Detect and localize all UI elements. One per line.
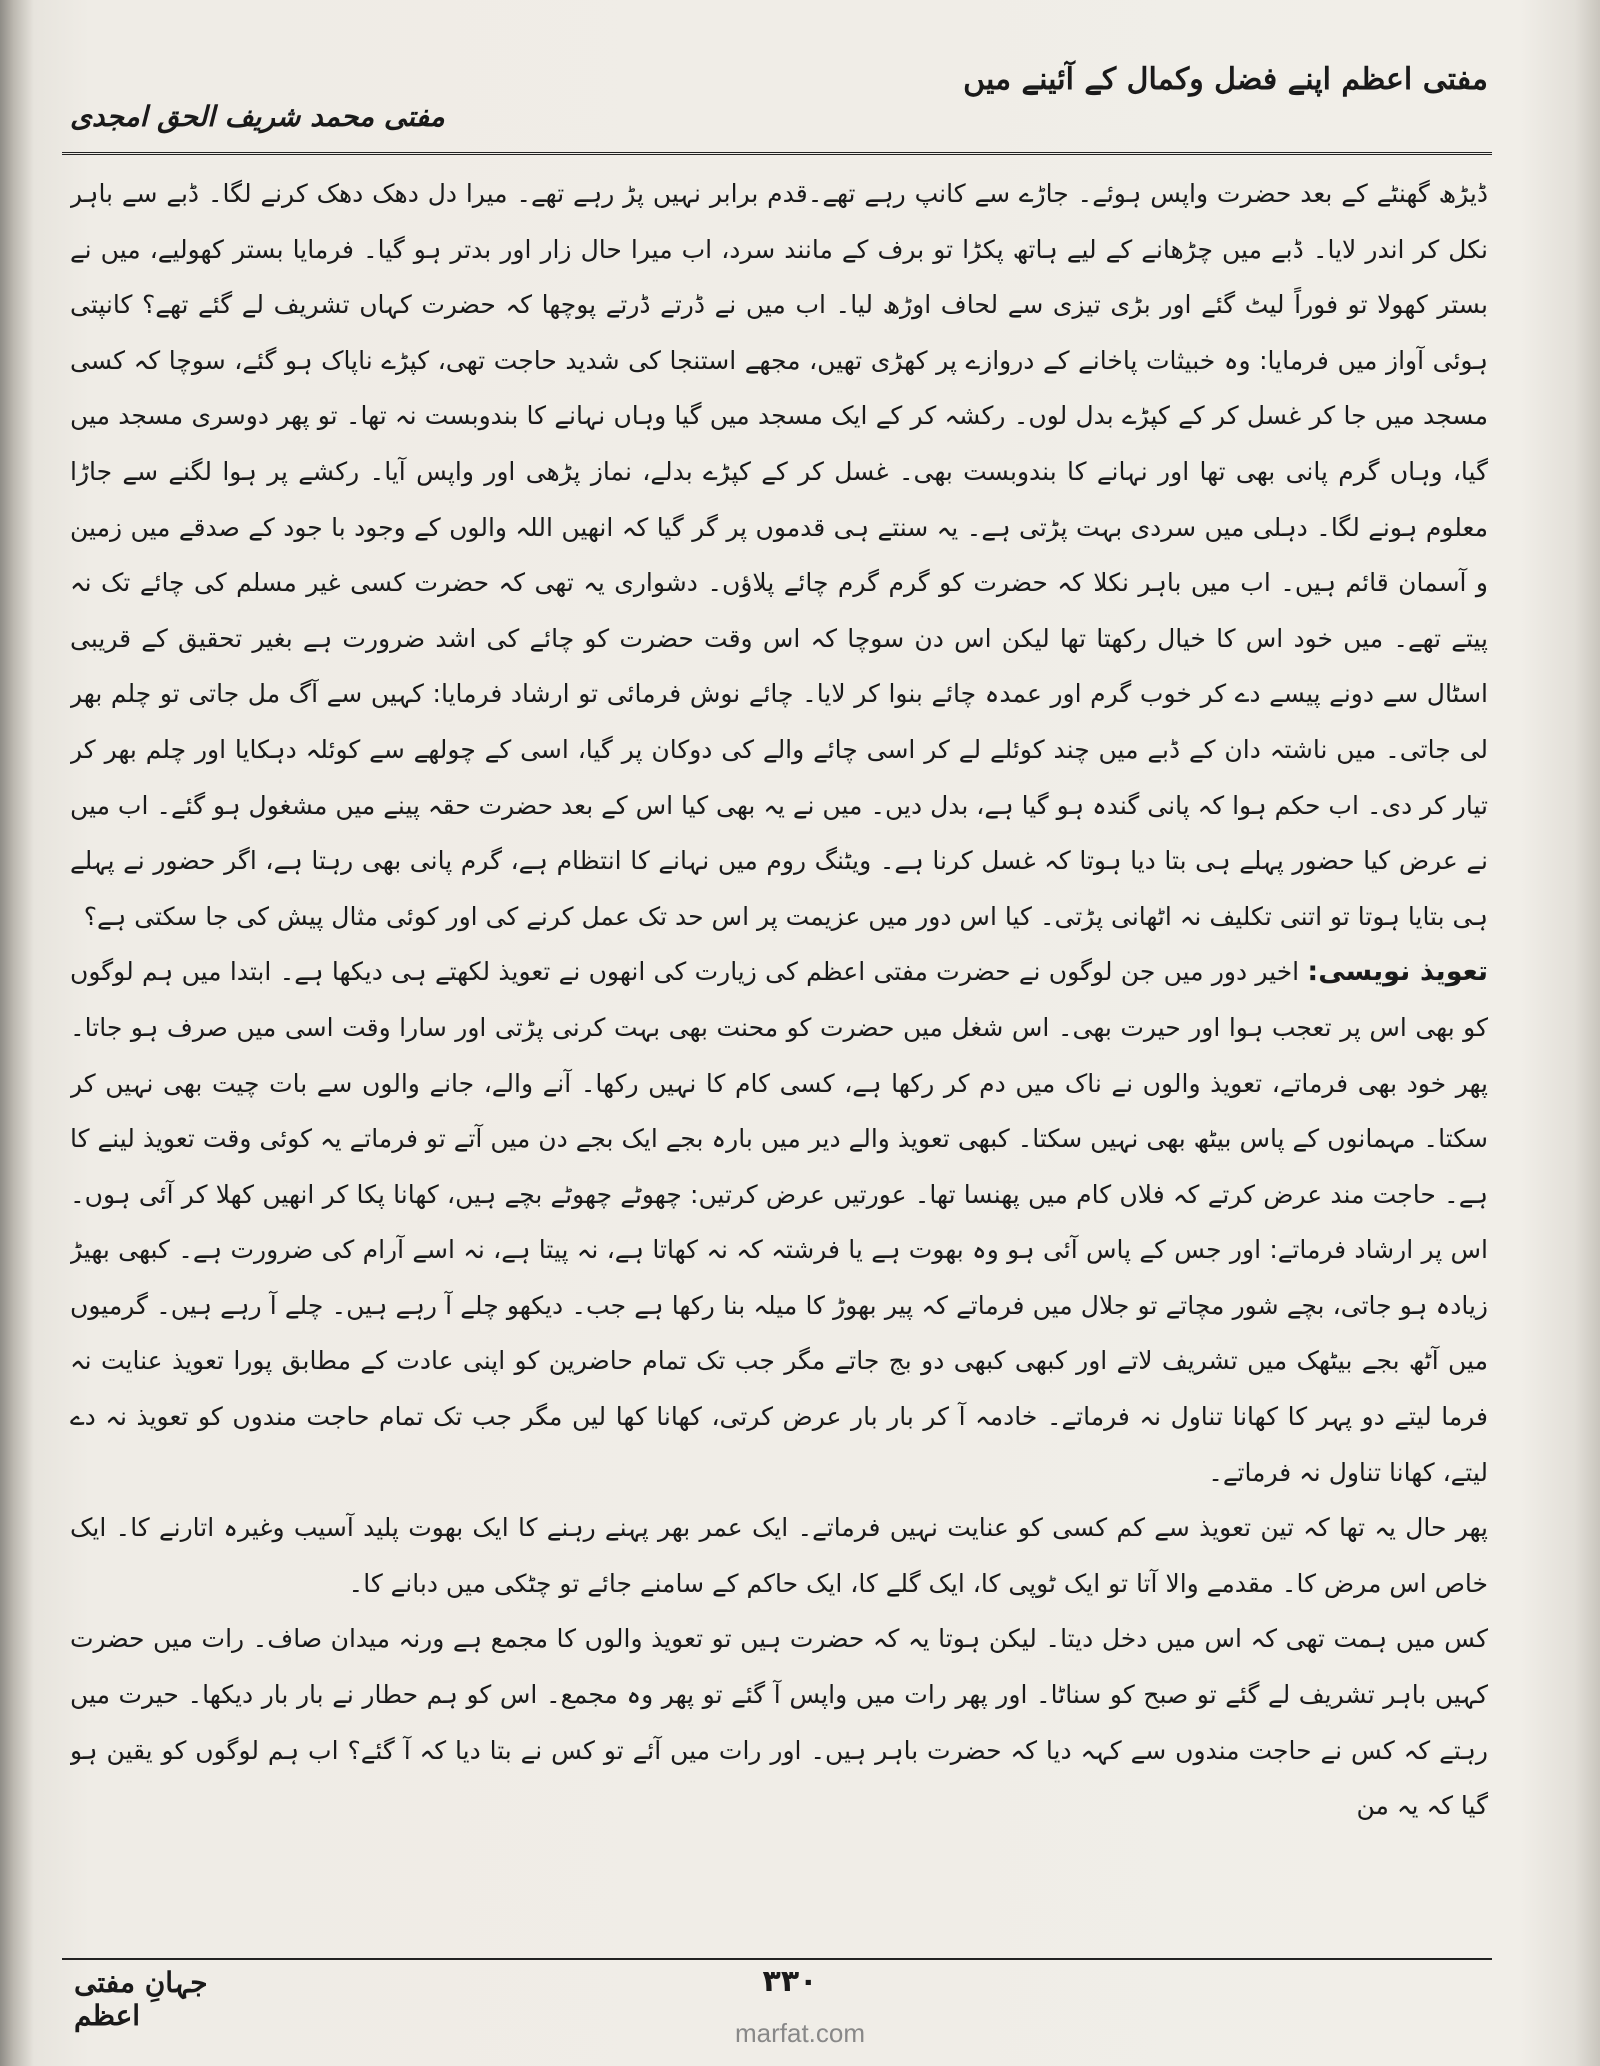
watermark: marfat.com bbox=[734, 2018, 866, 2048]
paragraph-1: ڈیڑھ گھنٹے کے بعد حضرت واپس ہوئے۔ جاڑے سے کانپ رہے تھے۔قدم برابر نہیں پڑ رہے تھے۔ میرا دل دھک دھک کرنے لگا۔ ڈبے سے باہر نکل کر اندر لایا۔ ڈبے میں چڑھانے کے لیے ہاتھ پکڑا تو برف کے مانند سرد، اب میرا حال زار اور بدتر ہو گیا۔ فرمایا بستر کھولیے، میں نے بستر کھولا تو فوراً لیٹ گئے اور بڑی تیزی سے لحاف اوڑھ لیا۔ اب میں نے ڈرتے ڈرتے پوچھا کہ حضرت کہاں تشریف لے گئے تھے؟ کانپتی ہوئی آواز میں فرمایا: وہ خبیثات پاخانے کے دروازے پر کھڑی تھیں، مجھے استنجا کی شدید حاجت تھی، کپڑے ناپاک ہو گئے، سوچا کہ کسی مسجد میں جا کر غسل کر کے کپڑے بدل لوں۔ رکشہ کر کے ایک مسجد میں گیا وہاں نہانے کا بندوبست نہ تھا۔ تو پھر دوسری مسجد میں گیا، وہاں گرم پانی بھی تھا اور نہانے کا بندوبست بھی۔ غسل کر کے کپڑے بدلے، نماز پڑھی اور واپس آیا۔ رکشے پر ہوا لگنے سے جاڑا معلوم ہونے لگا۔ دہلی میں سردی بہت پڑتی ہے۔ یہ سنتے ہی قدموں پر گر گیا کہ انھیں اللہ والوں کے وجود با جود کے صدقے میں زمین و آسمان قائم ہیں۔ اب میں باہر نکلا کہ حضرت کو گرم گرم چائے پلاؤں۔ دشواری یہ تھی کہ حضرت کسی غیر مسلم کی چائے تک نہ پیتے تھے۔ میں خود اس کا خیال رکھتا تھا لیکن اس دن سوچا کہ اس وقت حضرت کو چائے کی اشد ضرورت ہے بغیر تحقیق کے قریبی اسٹال سے دونے پیسے دے کر خوب گرم اور عمدہ چائے بنوا کر لایا۔ چائے نوش فرمائی تو ارشاد فرمایا: کہیں سے آگ مل جاتی تو چلم بھر لی جاتی۔ میں ناشتہ دان کے ڈبے میں چند کوئلے لے کر اسی چائے والے کی دوکان پر گیا، اسی کے چولھے سے کوئلہ دہکایا اور چلم بھر کر تیار کر دی۔ اب حکم ہوا کہ پانی گندہ ہو گیا ہے، بدل دیں۔ میں نے یہ بھی کیا اس کے بعد حضرت حقہ پینے میں مشغول ہو گئے۔ اب میں نے عرض کیا حضور پہلے ہی بتا دیا ہوتا کہ غسل کرنا ہے۔ ویٹنگ روم میں نہانے کا انتظام ہے، گرم پانی بھی رہتا ہے، اگر حضور نے پہلے ہی بتایا ہوتا تو اتنی تکلیف نہ اٹھانی پڑتی۔ کیا اس دور میں عزیمت پر اس حد تک عمل کرنے کی اور کوئی مثال پیش کی جا سکتی ہے؟ bbox=[70, 179, 1488, 931]
footer-book-title: جہانِ مفتی اعظم bbox=[74, 1966, 208, 2032]
section-heading: تعویذ نویسی: bbox=[1307, 956, 1488, 988]
running-title: مفتی اعظم اپنے فضل وکمال کے آئینے میں bbox=[963, 62, 1488, 97]
page-number: ۳۳۰ bbox=[762, 1964, 818, 1999]
paragraph-4: کس میں ہمت تھی کہ اس میں دخل دیتا۔ لیکن ہوتا یہ کہ حضرت ہیں تو تعویذ والوں کا مجمع ہے ورنہ میدان صاف۔ رات میں حضرت کہیں باہر تشریف لے گئے تو صبح کو سناٹا۔ اور پھر رات میں واپس آ گئے تو پھر وہ مجمع۔ اس کو ہم حطار نے بار بار دیکھا۔ حیرت میں رہتے کہ کس نے حاجت مندوں سے کہہ دیا کہ حضرت باہر ہیں۔ اور رات میں آئے تو کس نے بتا دیا کہ آ گئے؟ اب ہم لوگوں کو یقین ہو گیا کہ یہ من bbox=[70, 1624, 1488, 1821]
footer-divider bbox=[62, 1958, 1492, 1960]
author-name: مفتی محمد شریف الحق امجدی bbox=[70, 100, 445, 133]
header-divider bbox=[62, 152, 1492, 155]
body-text bbox=[70, 166, 1488, 1946]
paragraph-2 bbox=[70, 944, 1488, 1500]
paragraph-2-text: اخیر دور میں جن لوگوں نے حضرت مفتی اعظم کی زیارت کی انھوں نے تعویذ لکھتے ہی دیکھا ہے۔ ابتدا میں ہم لوگوں کو بھی اس پر تعجب ہوا اور حیرت بھی۔ اس شغل میں حضرت کو محنت بھی بہت کرنی پڑتی اور سارا وقت اسی میں صرف ہو جاتا۔ پھر خود بھی فرماتے، تعویذ والوں نے ناک میں دم کر رکھا ہے، کسی کام کا نہیں رکھا۔ آنے والے، جانے والوں سے بات چیت بھی نہیں کر سکتا۔ مہمانوں کے پاس بیٹھ بھی نہیں سکتا۔ کبھی تعویذ والے دیر میں بارہ بجے ایک بجے دن میں آتے تو فرماتے یہ کوئی وقت تعویذ لینے کا ہے۔ حاجت مند عرض کرتے کہ فلاں کام میں پھنسا تھا۔ عورتیں عرض کرتیں: چھوٹے چھوٹے بچے ہیں، کھانا پکا کر انھیں کھلا کر آئی ہوں۔ اس پر ارشاد فرماتے: اور جس کے پاس آئی ہو وہ بھوت ہے یا فرشتہ کہ نہ کھاتا ہے، نہ پیتا ہے، نہ اسے آرام کی ضرورت ہے۔ کبھی بھیڑ زیادہ ہو جاتی، بچے شور مچاتے تو جلال میں فرماتے کہ پیر بھوڑ کا میلہ بنا رکھا ہے جب۔ دیکھو چلے آ رہے ہیں۔ چلے آ رہے ہیں۔ گرمیوں میں آٹھ بجے بیٹھک میں تشریف لاتے اور کبھی کبھی دو بج جاتے مگر جب تک تمام حاضرین کو اپنی عادت کے مطابق پورا تعویذ عنایت نہ فرما لیتے دو پہر کا کھانا تناول نہ فرماتے۔ خادمہ آ کر بار بار عرض کرتی، کھانا کھا لیں مگر جب تک تمام حاجت مندوں کو تعویذ نہ دے لیتے، کھانا تناول نہ فرماتے۔ bbox=[70, 957, 1488, 1487]
paragraph-3: پھر حال یہ تھا کہ تین تعویذ سے کم کسی کو عنایت نہیں فرماتے۔ ایک عمر بھر پہنے رہنے کا ایک بھوت پلید آسیب وغیرہ اتارنے کا۔ ایک خاص اس مرض کا۔ مقدمے والا آتا تو ایک ٹوپی کا، ایک گلے کا، ایک حاکم کے سامنے جائے تو چٹکی میں دبانے کا۔ bbox=[70, 1513, 1488, 1598]
